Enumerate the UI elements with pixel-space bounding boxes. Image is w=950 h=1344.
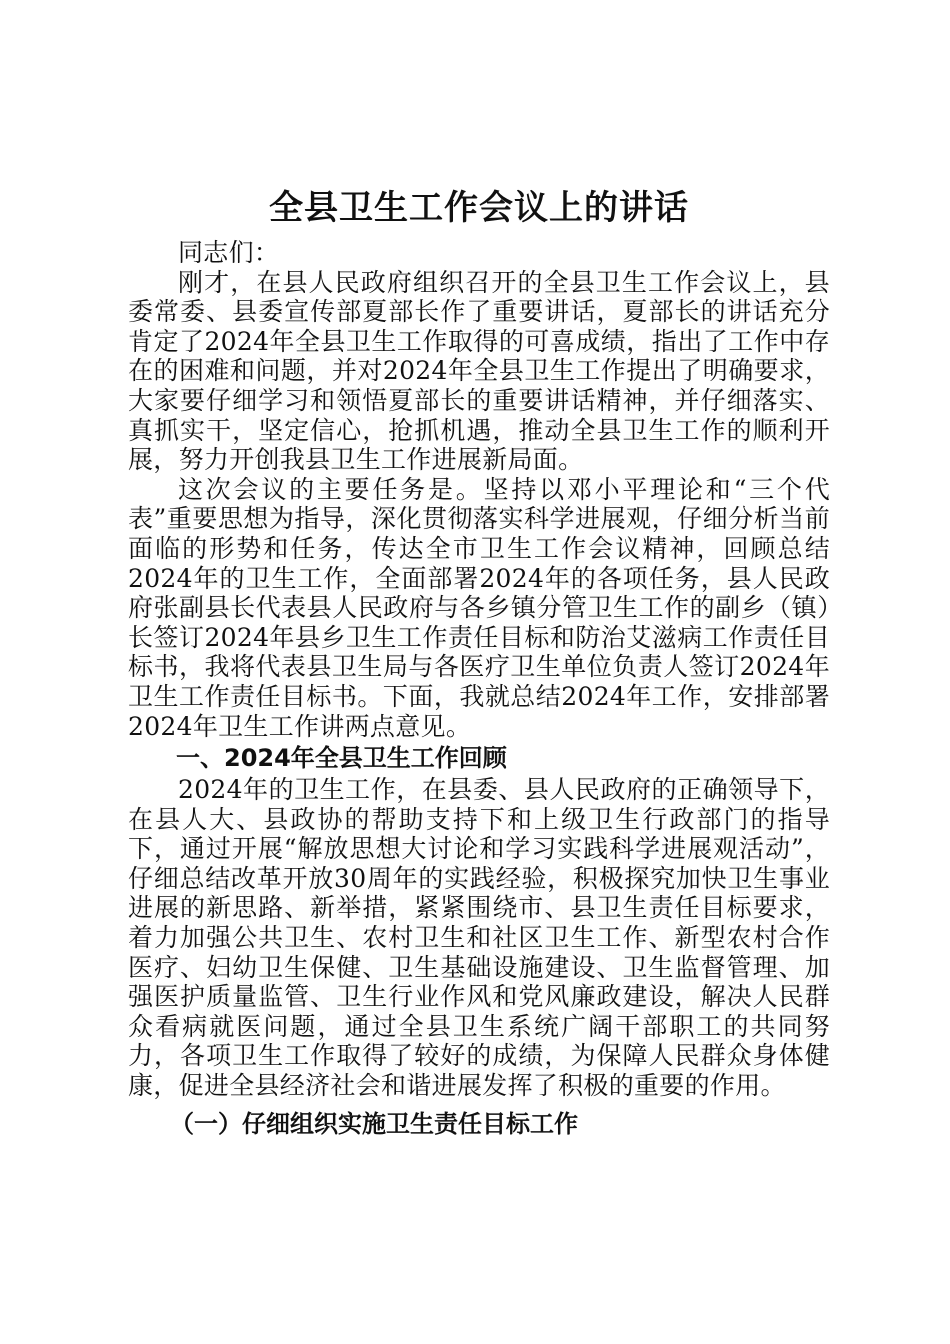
subsection-heading-targets: （一）仔细组织实施卫生责任目标工作 [170,1109,578,1138]
paragraph-meeting-tasks: 这次会议的主要任务是。坚持以邓小平理论和“三个代表”重要思想为指导，深化贯彻落实科学进展观，仔细分析当前面临的形势和任务，传达全市卫生工作会议精神，回顾总结2024年的卫生工作，全面部署2024年的各项任务，县人民政府张副县长代表县人民政府与各乡镇分管卫生工作的副乡（镇）长签订2024年县乡卫生工作责任目标和防治艾滋病工作责任目标书，我将代表县卫生局与各医疗卫生单位负责人签订2024年卫生工作责任目标书。下面，我就总结2024年工作，安排部署2024年卫生工作讲两点意见。 [128,474,830,741]
paragraph-review: 2024年的卫生工作，在县委、县人民政府的正确领导下，在县人大、县政协的帮助支持下和上级卫生行政部门的指导下，通过开展“解放思想大讨论和学习实践科学进展观活动”，仔细总结改革开放30周年的实践经验，积极探究加快卫生事业进展的新思路、新举措，紧紧围绕市、县卫生责任目标要求，着力加强公共卫生、农村卫生和社区卫生工作、新型农村合作医疗、妇幼卫生保健、卫生基础设施建设、卫生监督管理、加强医护质量监管、卫生行业作风和党风廉政建设，解决人民群众看病就医问题，通过全县卫生系统广阔干部职工的共同努力，各项卫生工作取得了较好的成绩，为保障人民群众身体健康，促进全县经济社会和谐进展发挥了积极的重要的作用。 [128,775,830,1101]
section-heading-review: 一、2024年全县卫生工作回顾 [176,744,507,773]
paragraph-opening: 刚才，在县人民政府组织召开的全县卫生工作会议上，县委常委、县委宣传部夏部长作了重要讲话，夏部长的讲话充分肯定了2024年全县卫生工作取得的可喜成绩，指出了工作中存在的困难和问题，并对2024年全县卫生工作提出了明确要求，大家要仔细学习和领悟夏部长的重要讲话精神，并仔细落实、真抓实干，坚定信心，抢抓机遇，推动全县卫生工作的顺利开展，努力开创我县卫生工作进展新局面。 [128,267,830,475]
document-title: 全县卫生工作会议上的讲话 [269,188,689,228]
salutation: 同志们： [178,238,280,267]
document-page [128,184,830,1141]
